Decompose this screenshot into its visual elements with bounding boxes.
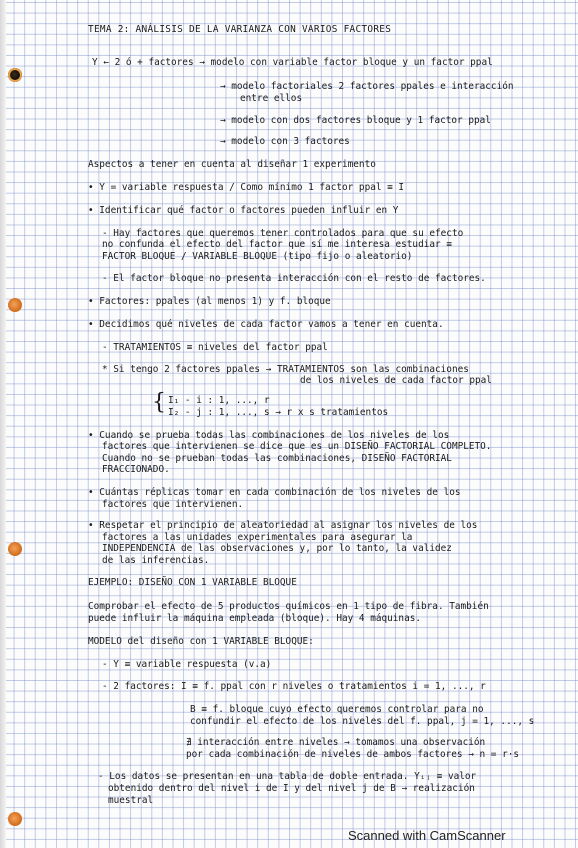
line-18: I₁ - i : 1, ..., r	[168, 395, 270, 406]
line-36: B ≡ f. bloque cuyo efecto queremos controlar para no	[190, 704, 484, 715]
line-23: FRACCIONADO.	[102, 464, 170, 475]
brace-symbol: {	[152, 390, 166, 415]
line-28: INDEPENDENCIA de las observaciones y, por lo tanto, la validez	[102, 543, 452, 554]
camscanner-watermark: Scanned with CamScanner	[348, 828, 506, 843]
page-edge	[0, 0, 6, 848]
line-12: - El factor bloque no presenta interacción con el resto de factores.	[102, 273, 486, 284]
line-11: FACTOR BLOQUE / VARIABLE BLOQUE (tipo fijo o aleatorio)	[102, 251, 413, 262]
line-10: no confunda el efecto del factor que sí me interesa estudiar ≡	[102, 239, 452, 250]
line-41: obtenido dentro del nivel i de I y del nivel j de B → realización	[108, 783, 475, 794]
line-35: - 2 factores: I ≡ f. ppal con r niveles o tratamientos i = 1, ..., r	[102, 681, 486, 692]
bullet-1: • Y = variable respuesta / Como mínimo 1 factor ppal ≡ I	[88, 182, 405, 193]
section-heading: Aspectos a tener en cuenta al diseñar 1 experimento	[88, 159, 376, 170]
bullet-3: • Factores: ppales (al menos 1) y f. bloque	[88, 296, 331, 307]
line-20: • Cuando se prueba todas las combinaciones de los niveles de los	[88, 430, 450, 441]
binder-hole-4	[8, 812, 22, 826]
line-29: de las inferencias.	[102, 555, 210, 566]
line-22: Cuando no se prueban todas las combinaciones, DISEÑO FACTORIAL	[102, 453, 452, 464]
line-40: - Los datos se presentan en una tabla de doble entrada. Yᵢⱼ ≡ valor	[98, 771, 477, 782]
line-33: MODELO del diseño con 1 VARIABLE BLOQUE:	[88, 636, 314, 647]
line-17: de los niveles de cada factor ppal	[300, 375, 492, 386]
line-38: ∄ interacción entre niveles → tomamos una observación	[186, 737, 486, 748]
line-model-2b: entre ellos	[240, 93, 303, 104]
line-19: I₂ - j : 1, ..., s → r x s tratamientos	[168, 407, 389, 418]
line-32: puede influir la máquina empleada (bloque). Hay 4 máquinas.	[88, 613, 422, 624]
binder-hole-3	[8, 542, 22, 556]
line-26: • Respetar el principio de aleatoriedad al asignar los niveles de los	[88, 520, 478, 531]
bullet-4: • Decidimos qué niveles de cada factor vamos a tener en cuenta.	[88, 319, 444, 330]
bullet-2: • Identificar qué factor o factores pueden influir en Y	[88, 205, 399, 216]
binder-hole-1	[8, 68, 22, 82]
line-25: factores que intervienen.	[102, 499, 244, 510]
line-42: muestral	[108, 795, 154, 806]
page-title: TEMA 2: ANÁLISIS DE LA VARIANZA CON VARIOS FACTORES	[88, 24, 392, 35]
line-37: confundir el efecto de los niveles del f. ppal, j = 1, ..., s	[190, 716, 535, 727]
line-21: factores que intervienen se dice que es un DISEÑO FACTORIAL COMPLETO.	[102, 441, 492, 452]
line-model-4: → modelo con 3 factores	[220, 136, 350, 147]
line-model-2: → modelo factoriales 2 factores ppales e interacción	[220, 81, 514, 92]
binder-hole-2	[8, 298, 22, 312]
line-34: - Y ≡ variable respuesta (v.a)	[102, 659, 272, 670]
line-15: - TRATAMIENTOS ≡ niveles del factor ppal	[102, 342, 328, 353]
line-9: - Hay factores que queremos tener controlados para que su efecto	[102, 228, 464, 239]
line-model-1: Y ← 2 ó + factores → modelo con variable factor bloque y un factor ppal	[92, 57, 493, 68]
line-27: factores a las unidades experimentales para asegurar la	[102, 532, 413, 543]
example-heading: EJEMPLO: DISEÑO CON 1 VARIABLE BLOQUE	[88, 577, 297, 588]
line-model-3: → modelo con dos factores bloque y 1 factor ppal	[220, 115, 491, 126]
line-31: Comprobar el efecto de 5 productos químicos en 1 tipo de fibra. También	[88, 601, 489, 612]
line-24: • Cuántas réplicas tomar en cada combinación de los niveles de los	[88, 487, 461, 498]
line-39: por cada combinación de niveles de ambos factores → n = r·s	[186, 749, 520, 760]
line-16: * Si tengo 2 factores ppales → TRATAMIENTOS son las combinaciones	[102, 364, 469, 375]
